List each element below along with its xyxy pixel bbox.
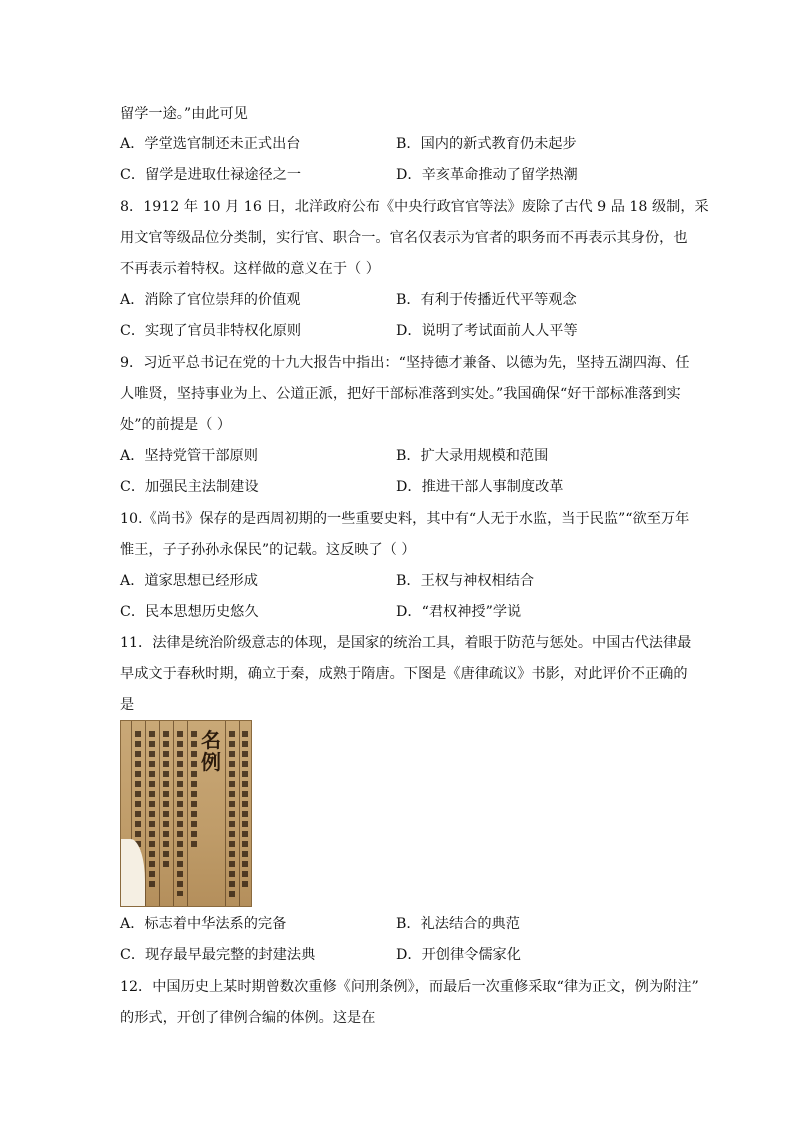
question-8-line: 不再表示着特权。这样做的意义在于（ ） (120, 261, 380, 277)
question-11-line: 是 (120, 697, 135, 713)
option-a[interactable]: A．消除了官位崇拜的价值观 (120, 292, 301, 308)
question-12-line: 12．中国历史上某时期曾数次重修《问刑条例》，而最后一次重修采取“律为正文，例为附注” (120, 979, 699, 995)
option-a[interactable]: A．坚持党管干部原则 (120, 448, 258, 464)
question-8-line: 用文官等级品位分类制，实行官、职合一。官名仅表示为官者的职务而不再表示其身份，也 (120, 230, 688, 246)
question-8-line: 8．1912 年 10 月 16 日，北洋政府公布《中央行政官官等法》废除了古代 9 品 18 级制，采 (120, 199, 709, 215)
option-d[interactable]: D．推进干部人事制度改革 (396, 479, 564, 495)
option-c[interactable]: C．民本思想历史悠久 (120, 604, 259, 620)
option-d[interactable]: D．辛亥革命推动了留学热潮 (396, 167, 578, 183)
option-b[interactable]: B．王权与神权相结合 (396, 573, 535, 589)
question-11-line: 11．法律是统治阶级意志的体现，是国家的统治工具，着眼于防范与惩处。中国古代法律最 (120, 635, 692, 651)
option-c[interactable]: C．加强民主法制建设 (120, 479, 259, 495)
question-10-line: 惟王，子子孙孙永保民”的记载。这反映了（ ） (120, 542, 416, 558)
option-d[interactable]: D．“君权神授”学说 (396, 604, 522, 620)
book-title-glyphs: 名例 (201, 728, 221, 774)
option-b[interactable]: B．扩大录用规模和范围 (396, 448, 549, 464)
option-a[interactable]: A．学堂选官制还未正式出台 (120, 136, 301, 152)
question-9-line: 人唯贤，坚持事业为上、公道正派，把好干部标准落到实处。”我国确保“好干部标准落到实 (120, 386, 681, 402)
question-9-line: 9．习近平总书记在党的十九大报告中指出：“坚持德才兼备、以德为先，坚持五湖四海、任 (120, 355, 690, 371)
question-11-line: 早成文于春秋时期，确立于秦，成熟于隋唐。下图是《唐律疏议》书影，对此评价不正确的 (120, 666, 688, 682)
option-b[interactable]: B．礼法结合的典范 (396, 916, 520, 932)
option-d[interactable]: D．说明了考试面前人人平等 (396, 323, 578, 339)
option-c[interactable]: C．现存最早最完整的封建法典 (120, 947, 316, 963)
option-b[interactable]: B．国内的新式教育仍未起步 (396, 136, 577, 152)
option-d[interactable]: D．开创律令儒家化 (396, 947, 521, 963)
question-12-line: 的形式，开创了律例合编的体例。这是在 (120, 1010, 376, 1026)
question-9-line: 处”的前提是（ ） (120, 417, 232, 433)
option-b[interactable]: B．有利于传播近代平等观念 (396, 292, 577, 308)
option-a[interactable]: A．标志着中华法系的完备 (120, 916, 287, 932)
question-10-line: 10.《尚书》保存的是西周初期的一些重要史料，其中有“人无于水监，当于民监”“欲至万年 (120, 511, 690, 527)
option-c[interactable]: C．实现了官员非特权化原则 (120, 323, 302, 339)
tang-code-book-image (120, 720, 252, 907)
question-stem-line: 留学一途。”由此可见 (120, 106, 248, 122)
option-a[interactable]: A．道家思想已经形成 (120, 573, 258, 589)
option-c[interactable]: C．留学是进取仕禄途径之一 (120, 167, 302, 183)
